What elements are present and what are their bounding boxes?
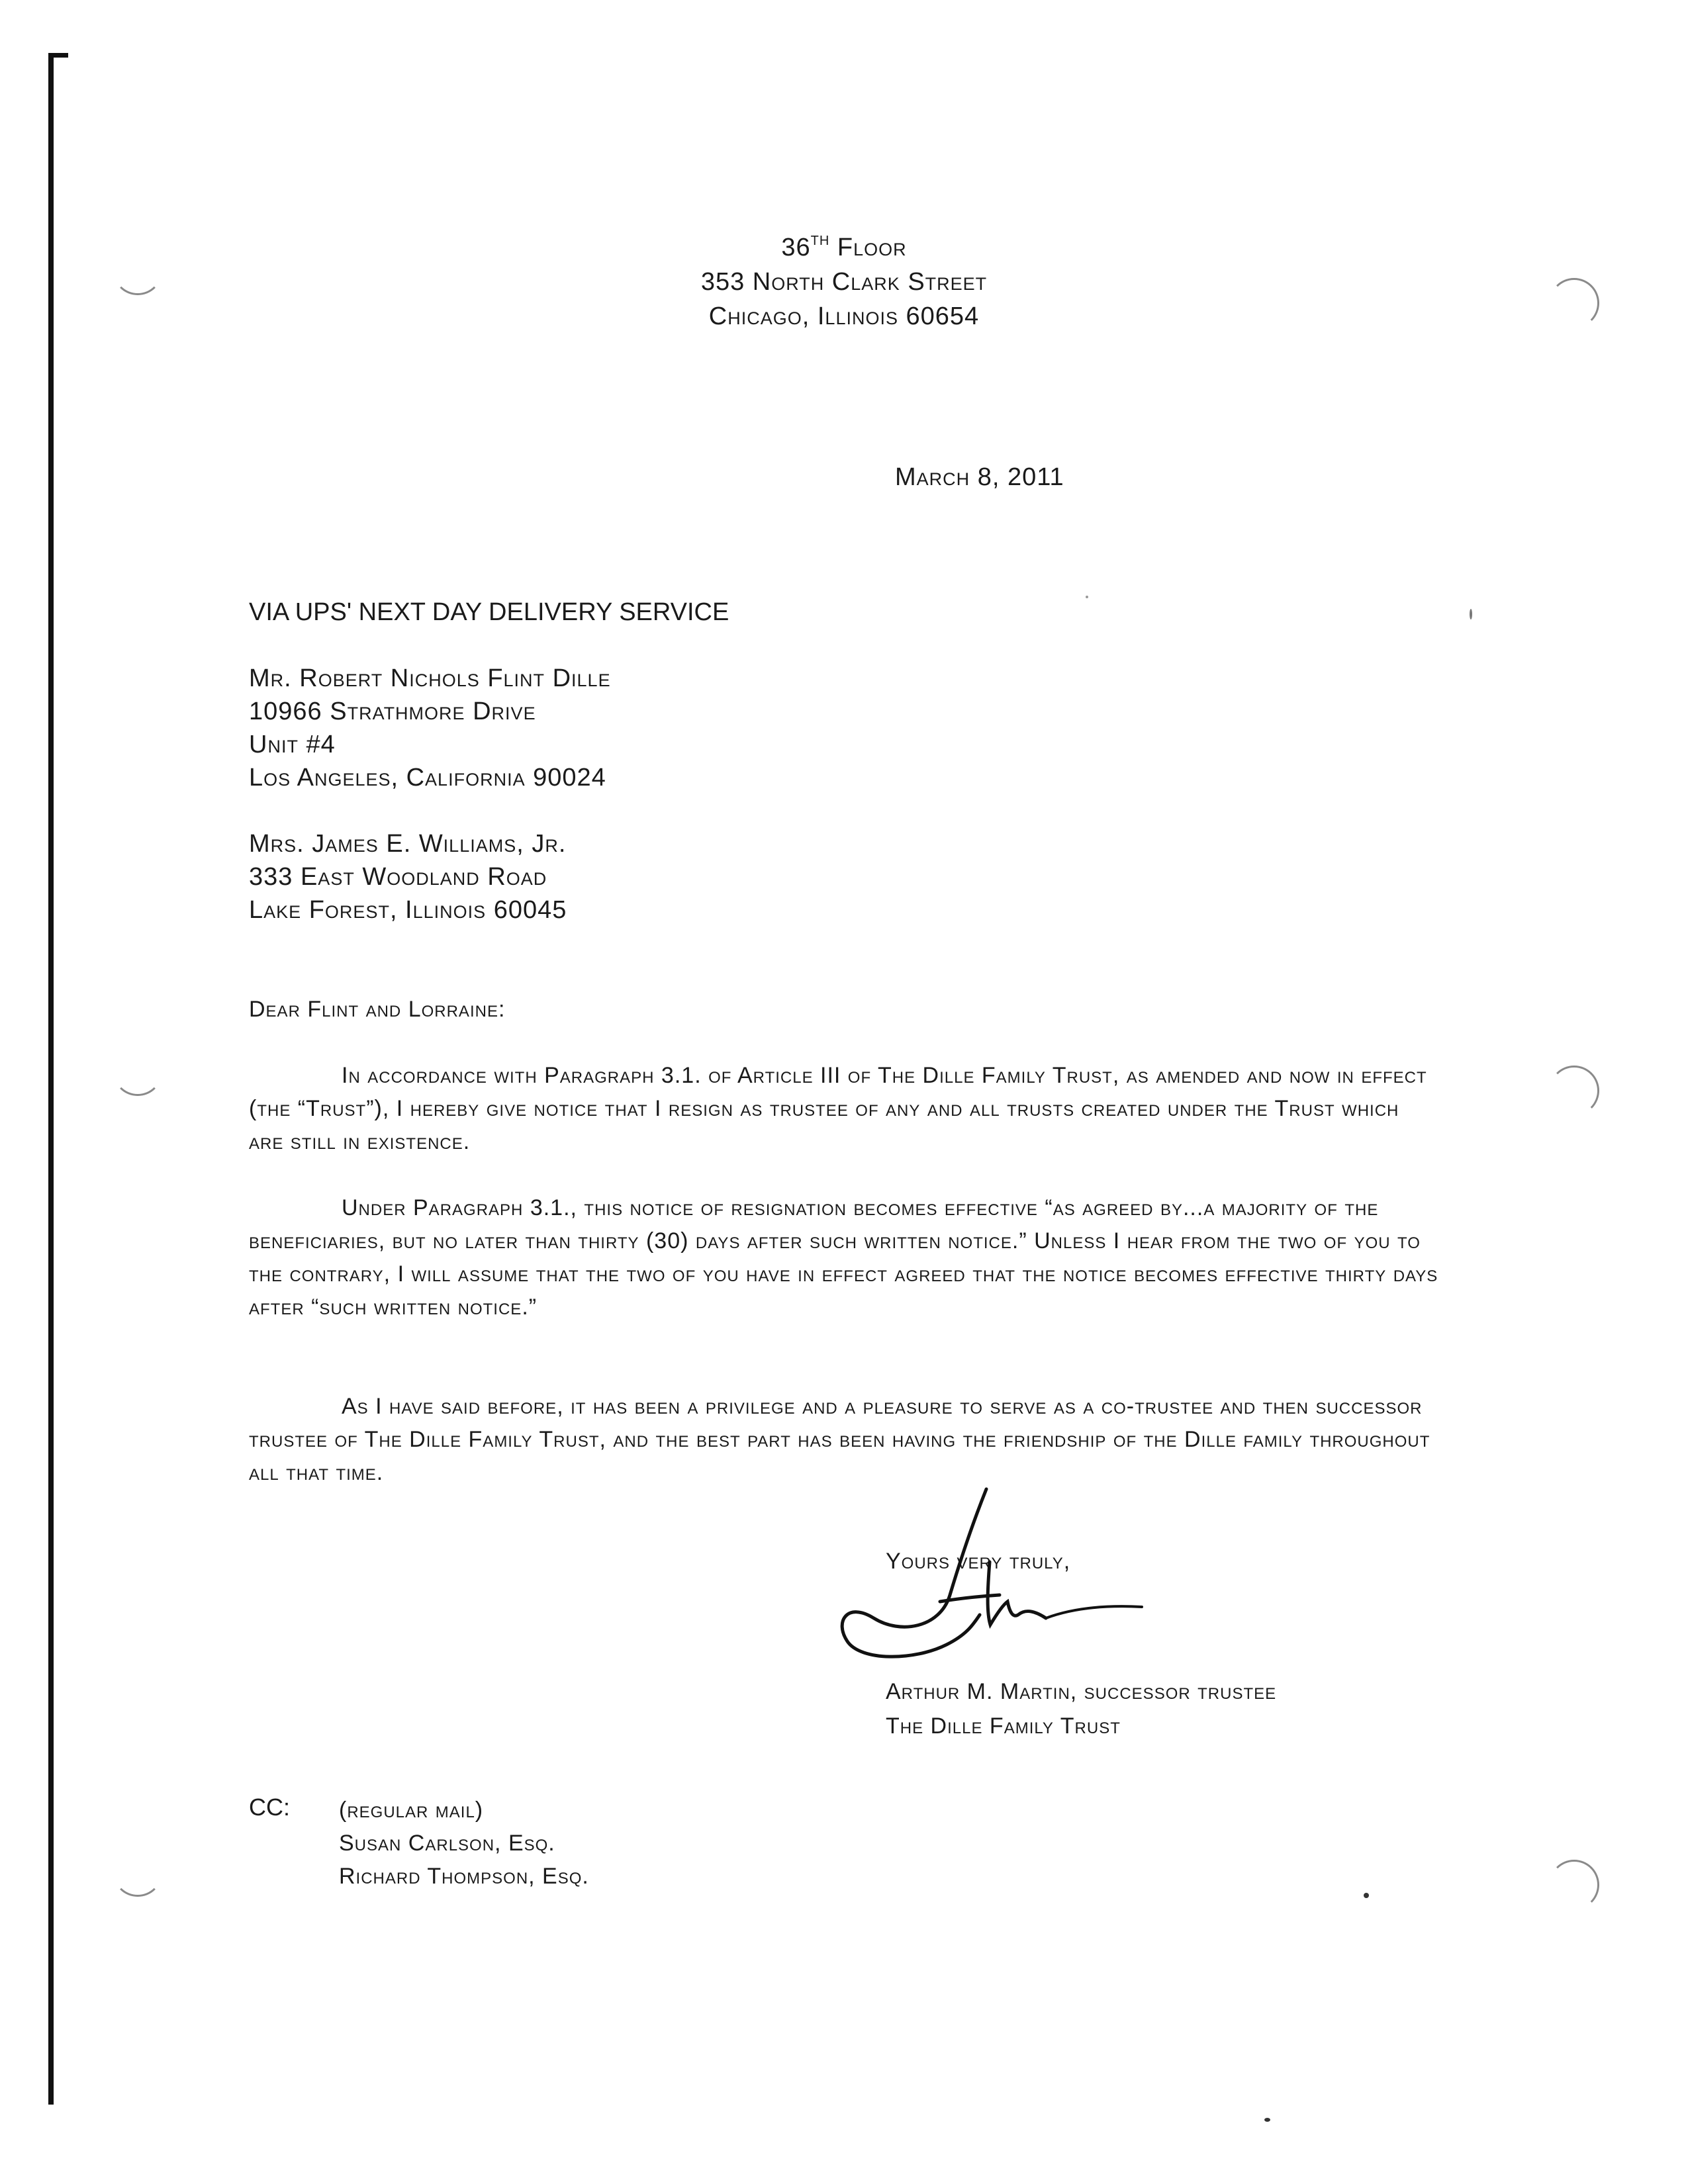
punch-hole-mark [1549,1860,1599,1910]
recipient-address-2 [249,827,567,927]
punch-hole-mark [113,1046,163,1096]
floor-word: Floor [837,234,907,261]
punch-hole-mark [1549,1066,1599,1116]
punch-hole-mark [113,1846,163,1897]
signer-organization: The Dille Family Trust [886,1713,1121,1739]
letterhead-street: 353 North Clark Street [700,268,988,296]
recipient-2-name: Mrs. James E. Williams, Jr. [249,830,567,858]
recipient-2-street: 333 East Woodland Road [249,863,547,891]
cc-name-1: Susan Carlson, Esq. [339,1831,555,1856]
scan-speck [1470,609,1472,619]
floor-suffix: TH [810,234,830,248]
body-paragraph-2 [249,1191,1440,1324]
letter-date: March 8, 2011 [895,463,1064,491]
scan-speck [1264,2118,1270,2122]
letterhead-floor [0,224,1688,265]
paragraph-1-text: In accordance with Paragraph 3.1. of Article III of The Dille Family Trust, as amended and now in effect (the “Trust”), I hereby give notice that I resign as trustee of any and all trusts created under the Trust which are still in existence. [249,1063,1427,1154]
body-paragraph-3 [249,1390,1440,1489]
recipient-1-unit: Unit #4 [249,731,336,758]
recipient-1-name: Mr. Robert Nichols Flint Dille [249,664,611,692]
scan-edge-tick [48,53,68,58]
closing: Yours very truly, [886,1549,1071,1574]
cc-method: (regular mail) [339,1797,484,1823]
cc-label: CC: [249,1794,290,1821]
recipient-2-city: Lake Forest, Illinois 60045 [249,896,567,924]
letterhead-city: Chicago, Illinois 60654 [708,302,980,330]
signer-block [886,1674,1276,1743]
scan-speck [1364,1893,1369,1898]
floor-number: 36 [781,234,811,261]
paragraph-2-text: Under Paragraph 3.1., this notice of resignation becomes effective “as agreed by...a majority of the beneficiaries, but no later than thirty (30) days after such written notice.” Unless I hear from the two of you to the contrary, I will assume that the two of you have in effect agreed that the notice becomes effective thirty days after “such written notice.” [249,1195,1438,1320]
recipient-1-street: 10966 Strathmore Drive [249,698,536,725]
letterhead [0,224,1688,334]
scan-speck [1086,596,1088,598]
cc-name-2: Richard Thompson, Esq. [339,1864,589,1889]
salutation: Dear Flint and Lorraine: [249,997,506,1022]
paragraph-3-text: As I have said before, it has been a privilege and a pleasure to serve as a co-trustee and then successor trustee of The Dille Family Trust, and the best part has been having the friendship of the Dille family throughout all that time. [249,1394,1430,1485]
cc-recipients [339,1794,589,1893]
recipient-1-city: Los Angeles, California 90024 [249,764,606,792]
body-paragraph-1 [249,1059,1440,1158]
recipient-address-1 [249,662,611,794]
scan-edge-bar [48,53,54,2105]
delivery-method: VIA UPS' NEXT DAY DELIVERY SERVICE [249,598,729,626]
signer-name-title: Arthur M. Martin, successor trustee [886,1679,1277,1704]
